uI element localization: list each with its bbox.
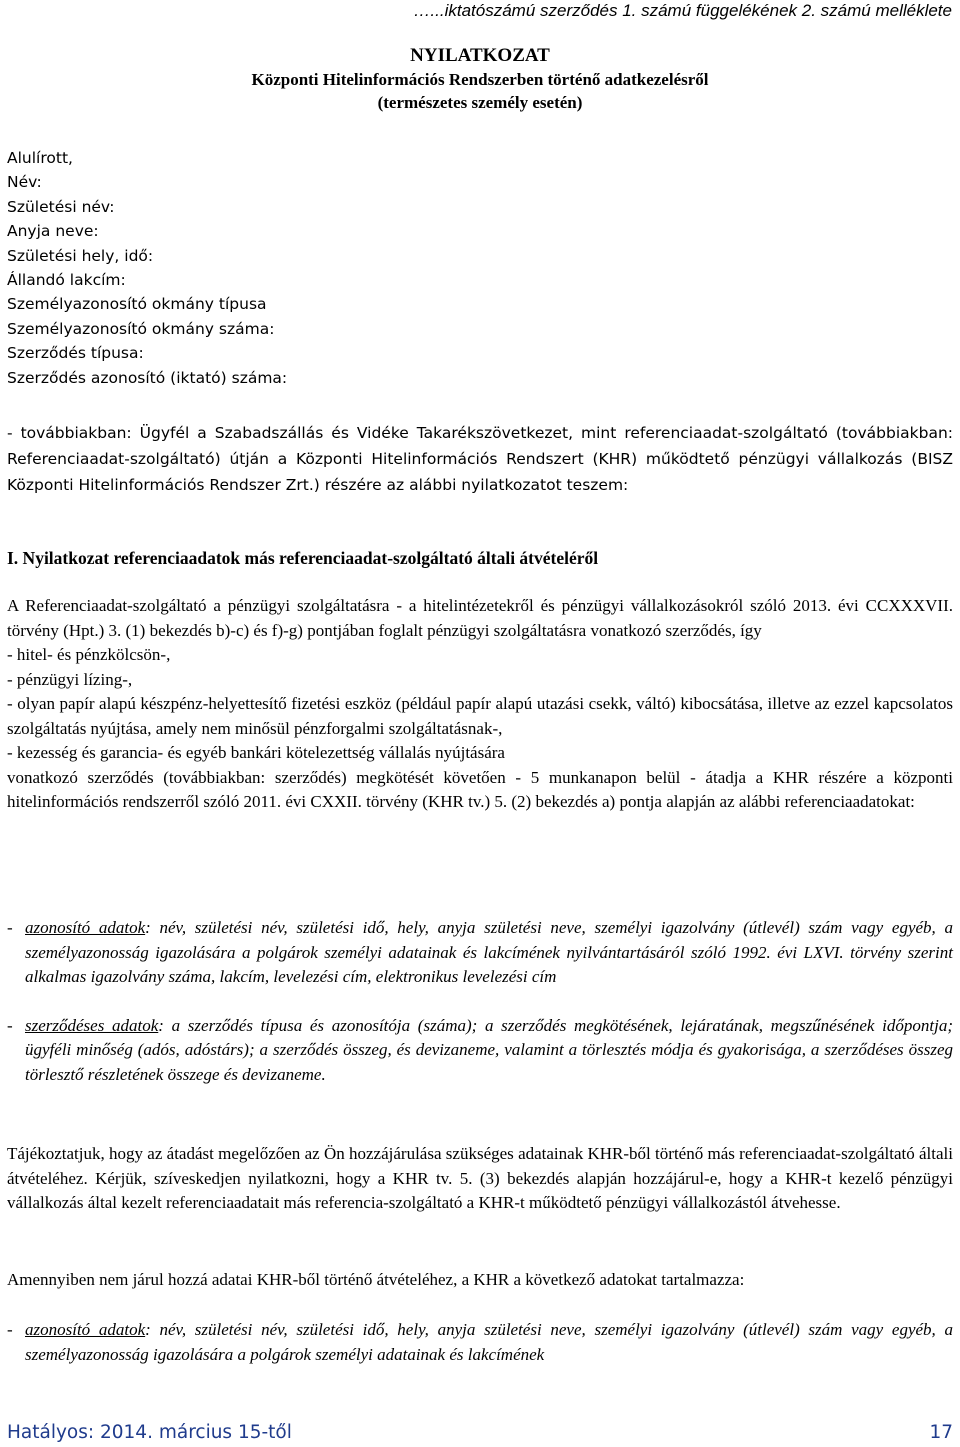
intro-paragraph (7, 420, 953, 498)
list-item: - pénzügyi lízing-, (7, 669, 133, 689)
field-label: Anyja neve: (7, 222, 99, 241)
info-text: Amennyiben nem járul hozzá adatai KHR-ből történő átvételéhez, a KHR a következő adatokat tartalmazza: (7, 1270, 745, 1289)
page-number: 17 (929, 1422, 953, 1443)
field-label: Személyazonosító okmány típusa (7, 295, 267, 314)
bullet-dash: - (7, 1320, 13, 1339)
reference-data-list (7, 916, 953, 1087)
field-label: Személyazonosító okmány száma: (7, 319, 275, 338)
field-label: Alulírott, (7, 149, 73, 167)
data-category-text: : a szerződés típusa és azonosítója (száma); a szerződés megkötésének, lejáratának, megszűnésének időpontja; ügyféli minőség (adós, adóstárs); a szerződés összeg, és devizaneme, valamint a törlesztés módja és gyakorisága, a szerződéses összeg törlesztő részletének összege és devizaneme. (25, 1015, 953, 1084)
info-paragraph-2 (7, 1268, 953, 1293)
bullet-dash: - (7, 1015, 13, 1035)
info-paragraph (7, 1142, 953, 1216)
personal-data-fields (7, 146, 287, 390)
intro-text: - továbbiakban: Ügyfél a Szabadszállás és Vidéke Takarékszövetkezet, mint referenciaadat-szolgáltató (továbbiakban: Referenciaadat-szolgáltató) útján a Központi Hitelinformációs Rendszert (KHR) működtető pénzügyi vállalkozás (BISZ Központi Hitelinformációs Rendszer Zrt.) részére az alábbi nyilatkozatot teszem: (7, 424, 953, 494)
list-item: - hitel- és pénzkölcsön-, (7, 645, 171, 664)
list-item (7, 916, 953, 990)
section-paragraph: A Referenciaadat-szolgáltató a pénzügyi szolgáltatásra - a hitelintézetekről és pénzügyi vállalkozásokról szóló 2013. évi CCXXXVII. törvény (Hpt.) 3. (1) bekezdés b)-c) és f)-g) pontjában foglalt pénzügyi szolgáltatásra vonatkozó szerződés, így (7, 596, 953, 640)
list-item (7, 1318, 953, 1367)
field-label: Állandó lakcím: (7, 271, 126, 290)
section-paragraph: vonatkozó szerződés (továbbiakban: szerződés) megkötését követően - 5 munkanapon belül - átadja a KHR részére a központi hitelinformációs rendszerről szóló 2011. évi CXXII. törvény (KHR tv.) 5. (2) bekezdés a) pontja alapján az alábbi referenciaadatokat: (7, 767, 953, 811)
list-item: - kezesség és garancia- és egyéb bankári kötelezettség vállalás nyújtására (7, 743, 505, 762)
field-label: Születési név: (7, 197, 115, 216)
info-text: Tájékoztatjuk, hogy az átadást megelőzően az Ön hozzájárulása szükséges adatainak KHR-ből történő más referenciaadat-szolgáltató általi átvételéhez. Kérjük, szíveskedjen nyilatkozni, hogy a KHR tv. 5. (3) bekezdés alapján hozzájárul-e, hogy a KHR-t kezelő pénzügyi vállalkozás által kezelt referenciaadatait más referencia-szolgáltató a KHR-t működtető pénzügyi vállalkozástól átvehesse. (7, 1144, 953, 1212)
list-item (7, 1014, 953, 1088)
data-category-label: azonosító adatok (25, 918, 146, 937)
effective-date: Hatályos: 2014. március 15-től (7, 1422, 292, 1443)
document-subtitle-qualifier: (természetes személy esetén) (377, 93, 583, 112)
page-footer (7, 1420, 953, 1446)
document-reference: …...iktatószámú szerződés 1. számú függelékének 2. számú melléklete (413, 1, 952, 20)
document-subtitle: Központi Hitelinformációs Rendszerben történő adatkezelésről (251, 70, 709, 89)
document-title: NYILATKOZAT (410, 45, 550, 66)
section-body (7, 594, 953, 815)
bullet-dash: - (7, 918, 13, 937)
field-label: Születési hely, idő: (7, 246, 154, 265)
list-item: - olyan papír alapú készpénz-helyettesítő fizetési eszköz (például papír alapú utazási csekk, váltó) kibocsátása, illetve az ezzel kapcsolatos szolgáltatás nyújtása, amely nem minősül pénzforgalmi szolgáltatásnak-, (7, 694, 953, 738)
data-category-text: : név, születési név, születési idő, hely, anyja születési neve, személyi igazolvány (útlevél) szám vagy egyéb, a személyazonosság igazolására a polgárok személyi adatainak és lakcímének nyilvántartásáról szóló 1992. évi LXVI. törvény szerint alkalmas igazolvány száma, lakcím, levelezési cím, elektronikus levelezési cím (25, 918, 953, 986)
data-category-label: szerződéses adatok (25, 1015, 159, 1035)
field-label: Szerződés azonosító (iktató) száma: (7, 368, 288, 387)
data-category-text: : név, születési név, születési idő, hely, anyja születési neve, személyi igazolvány (útlevél) szám vagy egyéb, a személyazonosság igazolására a polgárok személyi adatainak és lakcímének (25, 1320, 953, 1364)
reference-data-list-2 (7, 1318, 953, 1367)
field-label: Szerződés típusa: (7, 344, 144, 363)
field-label: Név: (7, 173, 42, 192)
data-category-label: azonosító adatok (25, 1320, 146, 1339)
section-heading: I. Nyilatkozat referenciaadatok más referenciaadat-szolgáltató általi átvételéről (7, 548, 599, 568)
